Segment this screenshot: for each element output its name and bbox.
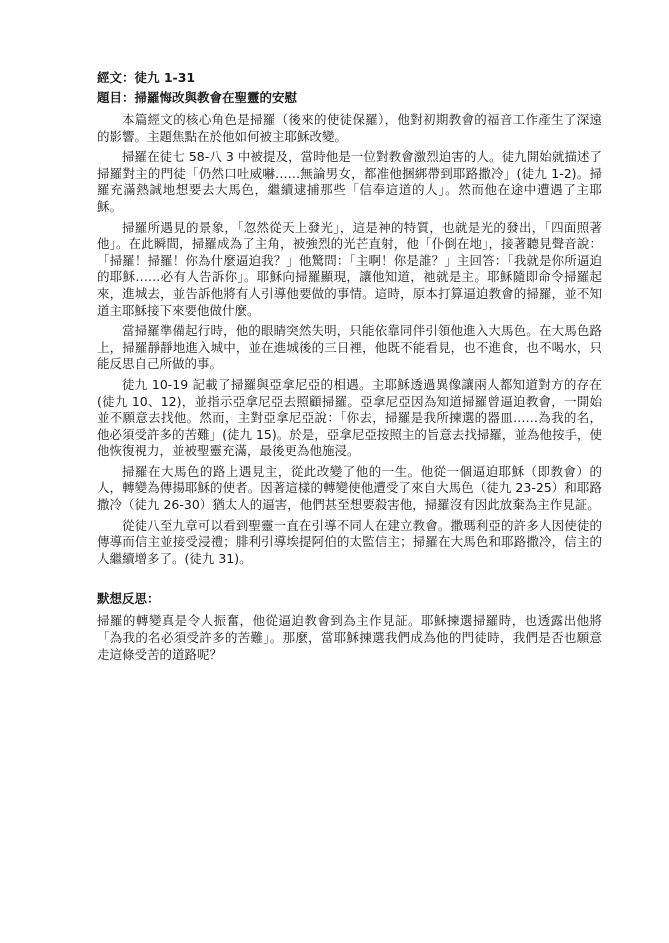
paragraph-1: 本篇經文的核心角色是掃羅（後來的使徒保羅），他對初期教會的福音工作產生了深遠的影響。主題焦點在於他如何被主耶穌改變。: [97, 112, 602, 144]
paragraph-5: 徒九 10-19 記載了掃羅與亞拿尼亞的相遇。主耶穌透過異像讓兩人都知道對方的存在(徒九 10、12)，並指示亞拿尼亞去照顧掃羅。亞拿尼亞因為知道掃羅曾逼迫教會，一開始並不願意去找他。然而，主對亞拿尼亞說：「你去，掃羅是我所揀選的器皿……為我的名，他必須受許多的苦難」(徒九 15)。於是，亞拿尼亞按照主的旨意去找掃羅，並為他按手，使他恢復視力，並被聖靈充滿，最後更為他施浸。: [97, 376, 602, 459]
section-spacer: [97, 567, 602, 587]
scripture-heading: 經文：徒九 1-31: [97, 70, 196, 85]
paragraph-4: 當掃羅準備起行時，他的眼睛突然失明，只能依靠同伴引領他進入大馬色。在大馬色路上，掃羅靜靜地進入城中，並在進城後的三日裡，他既不能看見，也不進食，也不喝水，只能反思自己所做的事。: [97, 323, 602, 372]
paragraph-7: 從徒八至九章可以看到聖靈一直在引導不同人在建立教會。撒瑪利亞的許多人因使徒的傳導而信主並接受浸禮；腓利引導埃提阿伯的太監信主；掃羅在大馬色和耶路撒冷，信主的人繼續增多了。(徒九 31)。: [97, 517, 602, 566]
title-heading: 題目：掃羅悔改與教會在聖靈的安慰: [97, 90, 298, 105]
paragraph-2: 掃羅在徒七 58-八 3 中被提及，當時他是一位對教會激烈迫害的人。徒九開始就描述了掃羅對主的門徒「仍然口吐威嚇……無論男女，都准他捆綁帶到耶路撒冷」(徒九 1-2)。掃羅充滿熱誠地想要去大馬色，繼續逮捕那些「信奉這道的人」。然而他在途中遭遇了主耶穌。: [97, 149, 602, 214]
paragraph-6: 掃羅在大馬色的路上遇見主，從此改變了他的一生。他從一個逼迫耶穌（即教會）的人，轉變為傳揚耶穌的使者。因著這樣的轉變使他遭受了來自大馬色（徒九 23-25）和耶路撒冷（徒九 26-30）猶太人的逼害，他們甚至想要殺害他，掃羅沒有因此放棄為主作見証。: [97, 463, 602, 513]
reflection-heading: 默想反思：: [97, 591, 160, 607]
paragraph-3: 掃羅所遇見的景象，「忽然從天上發光」，這是神的特質，也就是光的發出，「四面照著他」。在此瞬間，掃羅成為了主角，被強烈的光芒直射，他「仆倒在地」，接著聽見聲音說：「掃羅！掃羅！你為什麼逼迫我？」他驚問：「主啊！你是誰？」主回答：「我就是你所逼迫的耶穌……必有人告訴你」。耶穌向掃羅顯現，讓他知道，祂就是主。耶穌隨即命令掃羅起來，進城去，並告訴他將有人引導他要做的事情。這時，原本打算逼迫教會的掃羅，並不知道主耶穌接下來要他做什麼。: [97, 219, 602, 318]
reflection-paragraph: 掃羅的轉變真是令人振奮，他從逼迫教會到為主作見証。耶穌揀選掃羅時，也透露出他將「為我的名必須受許多的苦難」。那麼，當耶穌揀選我們成為他的門徒時，我們是否也願意走這條受苦的道路呢？: [97, 613, 602, 662]
document-page: [97, 68, 602, 663]
